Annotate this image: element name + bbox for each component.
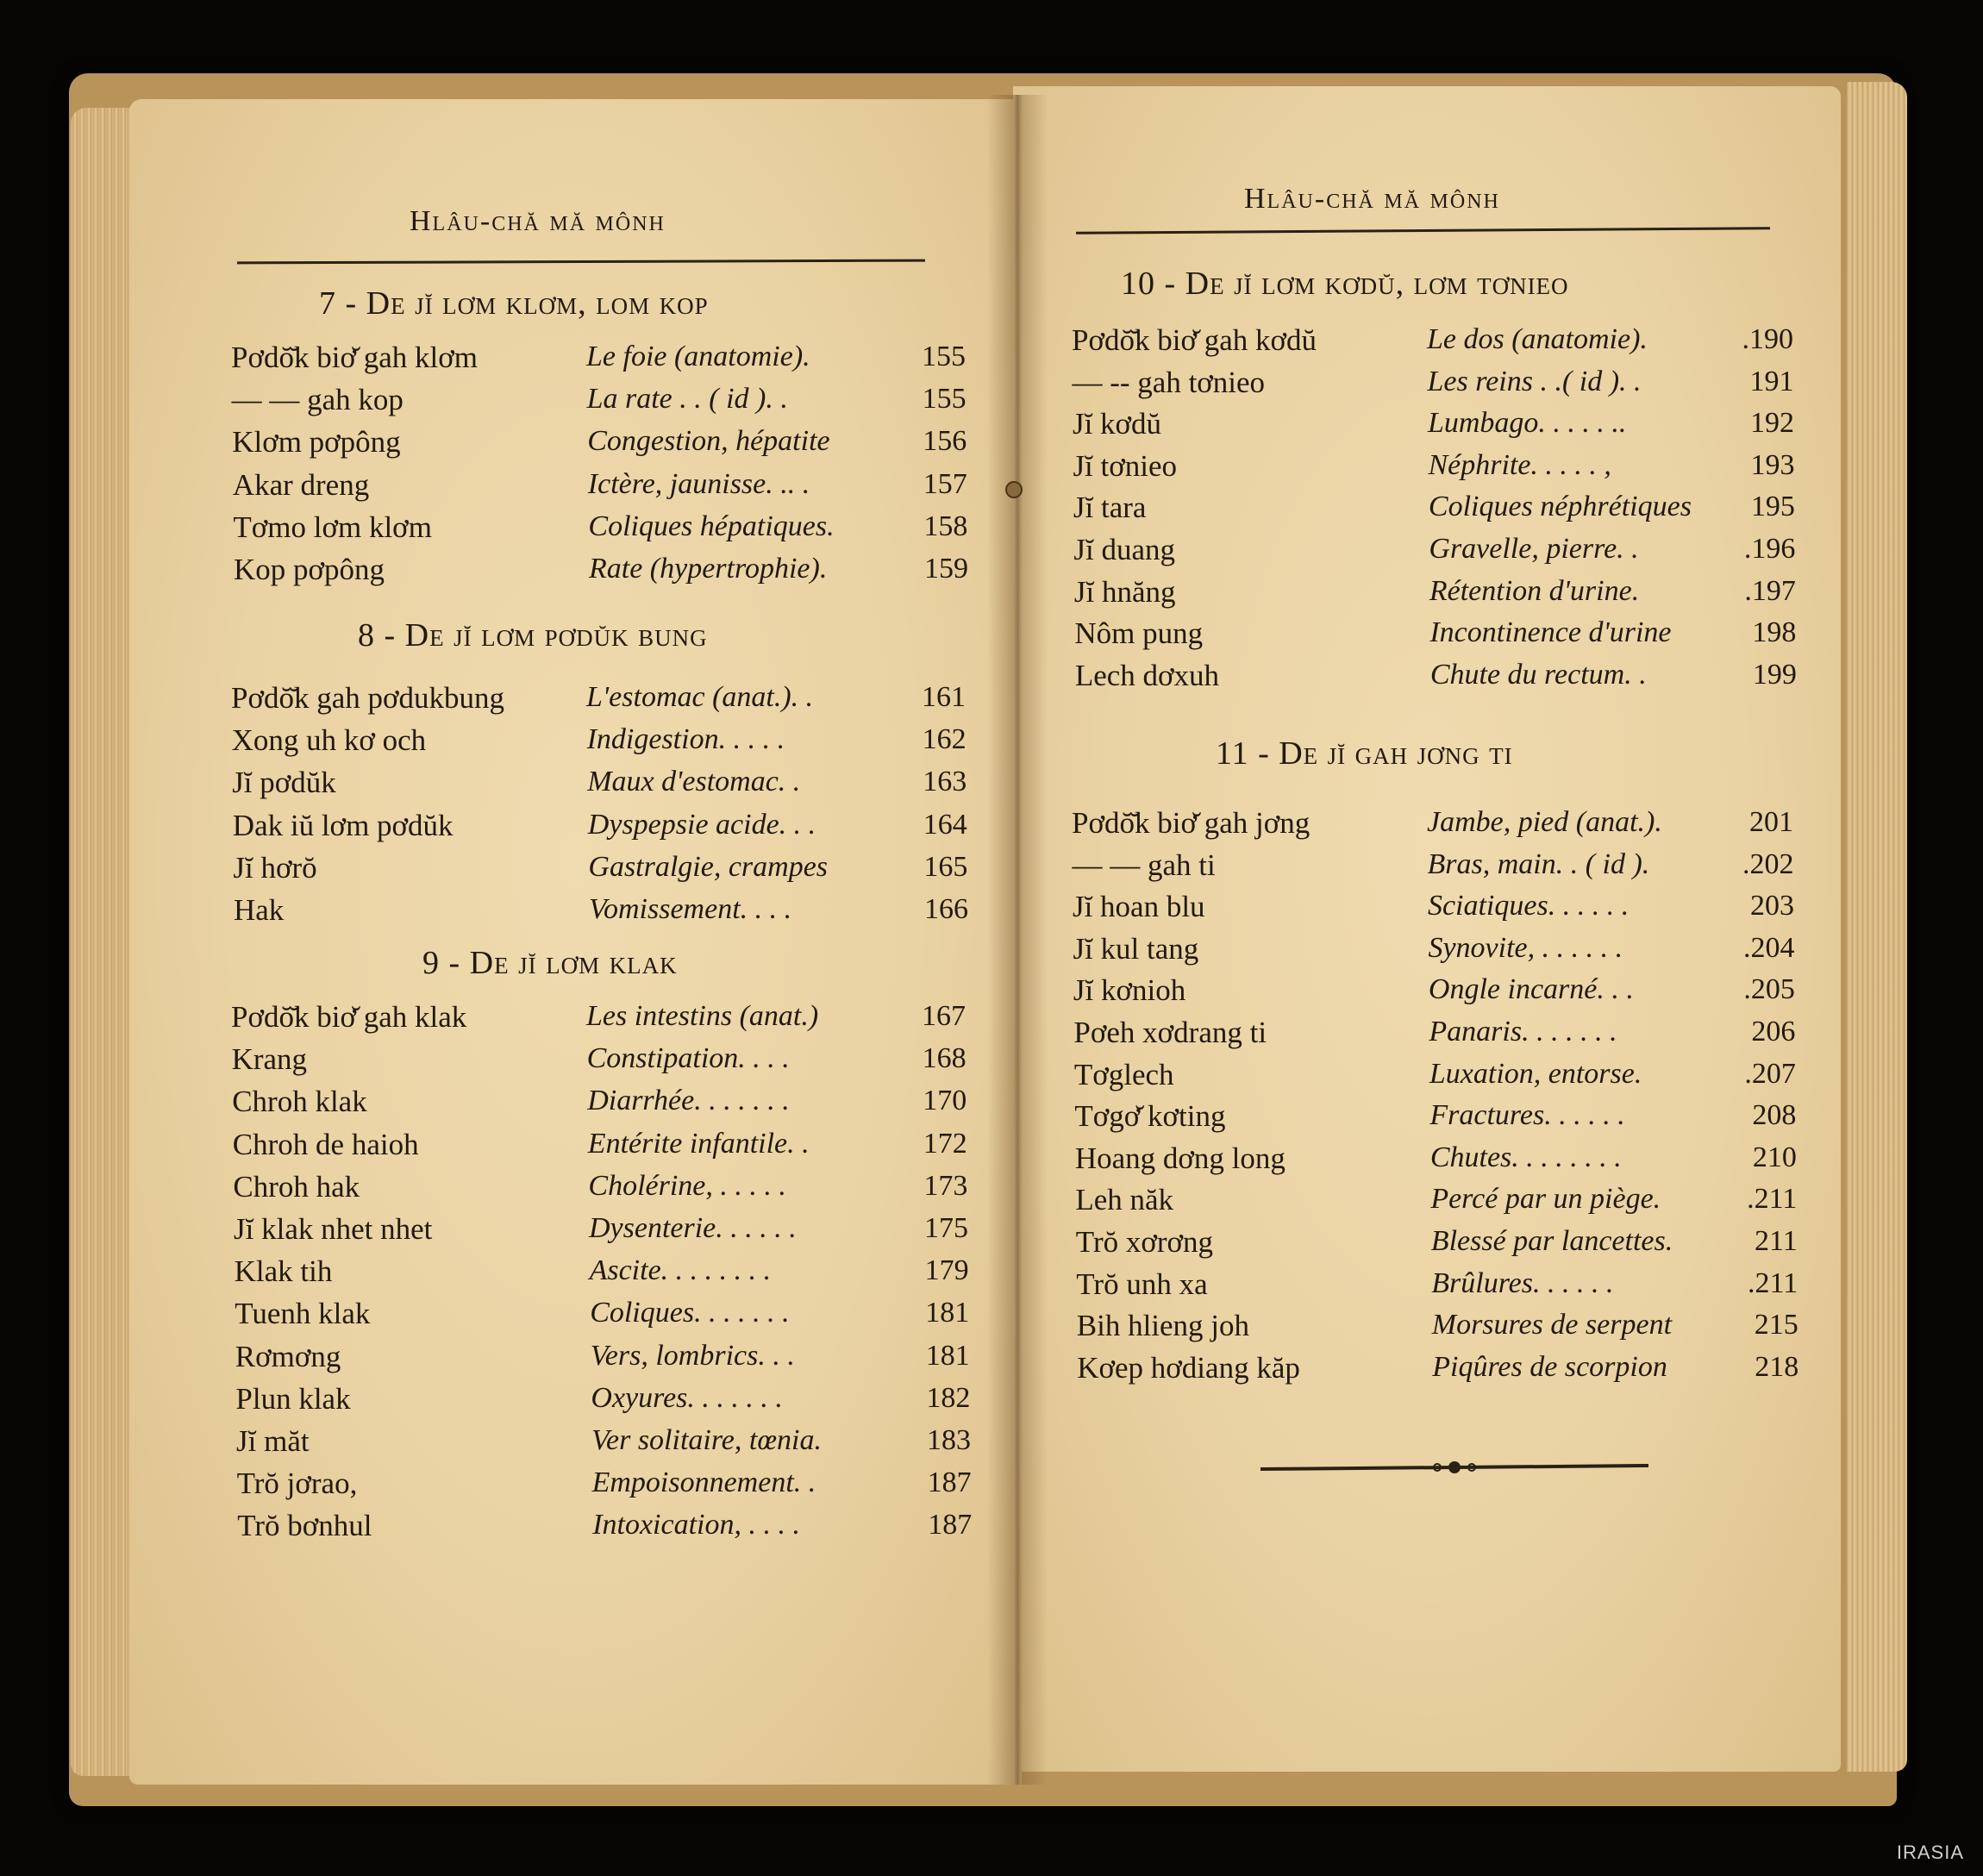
entry-french: Le dos (anatomie).: [1427, 323, 1648, 355]
index-entry: [231, 341, 966, 380]
index-entry: [1073, 449, 1794, 489]
entry-term: Pơdŏ̆k biơ̆ gah klak: [231, 1000, 467, 1034]
entry-page-number: 198: [1752, 616, 1797, 649]
entry-french: Coliques néphrétiques: [1428, 491, 1692, 523]
section-title: 10 - De jĭ lơm kơdŭ, lơm tơnieo: [1121, 266, 1569, 302]
left-running-head: Hlâu-chă mă mônh: [410, 205, 666, 237]
entry-french: Chute du rectum. .: [1429, 658, 1647, 691]
index-entry: [234, 553, 968, 592]
entry-term: — — gah kop: [231, 383, 403, 417]
entry-term: Jĭ tơnieo: [1073, 448, 1178, 483]
index-entry: [1077, 1351, 1798, 1391]
entry-page-number: .202: [1742, 847, 1794, 880]
entry-french: Vers, lombrics. . .: [590, 1339, 795, 1372]
entry-term: Kơep hơdiang kăp: [1077, 1350, 1300, 1385]
entry-term: Jĭ klak nhet nhet: [234, 1212, 433, 1246]
right-running-head: Hlâu-chă mă mônh: [1244, 183, 1500, 215]
entry-french: Gastralgie, crampes: [588, 850, 829, 883]
entry-term: Pơeh xơdrang ti: [1073, 1016, 1267, 1049]
entry-french: Jambe, pied (anat.).: [1427, 806, 1662, 838]
entry-french: Synovite, . . . . . .: [1428, 931, 1623, 964]
entry-french: Le foie (anatomie).: [586, 341, 810, 372]
index-entry: [235, 1382, 970, 1422]
entry-page-number: 206: [1751, 1016, 1796, 1047]
index-entry: [234, 1212, 968, 1252]
entry-french: Dysenterie. . . . . .: [589, 1212, 797, 1244]
entry-page-number: 211: [1755, 1225, 1798, 1257]
entry-page-number: 187: [928, 1509, 973, 1541]
entry-page-number: .190: [1742, 323, 1793, 355]
entry-page-number: .205: [1743, 973, 1795, 1006]
entry-term: Tơmo lơm klơm: [233, 510, 432, 544]
index-entry: [233, 851, 967, 891]
entry-page-number: 218: [1755, 1350, 1799, 1383]
entry-page-number: 183: [927, 1424, 971, 1456]
entry-french: La rate . . ( id ). .: [586, 383, 788, 416]
entry-term: Nôm pung: [1074, 616, 1204, 651]
entry-page-number: 203: [1749, 890, 1794, 922]
index-entry: [1075, 1141, 1797, 1181]
entry-page-number: 162: [922, 723, 966, 756]
index-entry: [233, 809, 967, 848]
entry-page-number: 173: [923, 1169, 968, 1202]
entry-french: Chutes. . . . . . . .: [1429, 1141, 1622, 1173]
entry-french: Néphrite. . . . . ,: [1428, 448, 1611, 481]
entry-term: Kop pơpông: [234, 553, 385, 586]
entry-french: Lumbago. . . . . ..: [1427, 407, 1627, 440]
entry-term: — — gah ti: [1072, 847, 1216, 882]
entry-page-number: 208: [1752, 1099, 1797, 1132]
index-entry: [235, 1254, 969, 1294]
entry-term: Trŏ xơrơng: [1075, 1225, 1214, 1259]
index-entry: [1073, 491, 1795, 530]
entry-french: Vomissement. . . .: [589, 893, 792, 925]
entry-page-number: .197: [1744, 574, 1796, 607]
entry-term: Pơdŏ̆k biơ̆ gah jơng: [1072, 806, 1311, 840]
index-entry: [1072, 366, 1793, 405]
section-title: 8 - De jĭ lơm pơdŭk bung: [358, 617, 708, 653]
entry-term: Pơdŏ̆k biơ̆ gah klơm: [231, 341, 478, 374]
entry-french: Ongle incarné. . .: [1428, 973, 1634, 1006]
entry-term: Hak: [234, 893, 285, 927]
entry-french: Percé par un piège.: [1430, 1183, 1661, 1216]
index-entry: [237, 1509, 972, 1548]
entry-term: Chroh de haioh: [232, 1127, 419, 1161]
entry-term: Jĭ duang: [1073, 533, 1176, 566]
watermark: IRASIA: [1896, 1842, 1964, 1863]
entry-term: Jĭ hoan blu: [1072, 890, 1205, 924]
entry-french: Panaris. . . . . . .: [1429, 1016, 1617, 1047]
entry-term: Pơdŏ̆k biơ̆ gah kơdŭ: [1072, 323, 1317, 357]
index-entry: [1072, 323, 1793, 363]
entry-french: Bras, main. . ( id ).: [1427, 847, 1650, 880]
entry-term: Akar dreng: [232, 467, 370, 502]
entry-page-number: 193: [1750, 448, 1795, 481]
entry-page-number: .211: [1747, 1183, 1798, 1216]
index-entry: [1074, 1099, 1796, 1139]
entry-french: Rétention d'urine.: [1429, 574, 1640, 607]
entry-page-number: 181: [925, 1297, 970, 1329]
entry-french: Piqûres de scorpion: [1432, 1350, 1667, 1383]
entry-term: Jĭ tara: [1073, 491, 1147, 525]
entry-term: Tơglech: [1073, 1057, 1174, 1091]
index-entry: [1075, 659, 1797, 698]
entry-page-number: 163: [923, 766, 967, 798]
entry-term: Krang: [231, 1042, 308, 1077]
entry-page-number: 199: [1752, 658, 1797, 691]
entry-term: Trŏ jơrao,: [236, 1466, 358, 1501]
entry-page-number: .211: [1748, 1266, 1798, 1299]
entry-page-number: 195: [1750, 491, 1795, 523]
entry-page-number: 172: [923, 1127, 967, 1160]
entry-page-number: 175: [924, 1212, 968, 1244]
entry-page-number: 161: [922, 681, 966, 713]
index-entry: [1073, 973, 1795, 1013]
entry-term: Klak tih: [234, 1254, 333, 1289]
book-gutter: [987, 95, 1048, 1785]
entry-french: Morsures de serpent: [1431, 1309, 1673, 1341]
entry-page-number: 164: [923, 808, 967, 841]
index-entry: [1076, 1267, 1798, 1307]
entry-page-number: 187: [927, 1466, 972, 1499]
entry-term: Jĭ pơdŭk: [232, 766, 336, 800]
index-entry: [232, 766, 966, 805]
index-entry: [234, 893, 968, 933]
entry-french: Gravelle, pierre. .: [1429, 533, 1639, 565]
index-entry: [233, 510, 967, 550]
entry-french: Indigestion. . . . .: [586, 723, 785, 756]
index-entry: [1077, 1309, 1798, 1348]
entry-french: Empoisonnement. .: [591, 1466, 816, 1499]
entry-french: Diarrhée. . . . . . .: [587, 1085, 790, 1117]
entry-page-number: 170: [923, 1085, 967, 1117]
entry-page-number: 158: [923, 510, 968, 542]
entry-term: — -- gah tơnieo: [1072, 365, 1266, 399]
entry-term: Tơgơ̆ kơting: [1074, 1099, 1226, 1134]
index-entry: [232, 1042, 966, 1082]
entry-french: Les intestins (anat.): [586, 1000, 819, 1032]
entry-french: Incontinence d'urine: [1429, 616, 1672, 649]
entry-french: Entérite infantile. .: [587, 1127, 810, 1160]
entry-french: Rate (hypertrophie).: [589, 553, 828, 585]
index-entry: [1072, 806, 1793, 846]
entry-term: Tuenh klak: [235, 1297, 371, 1331]
entry-page-number: 181: [925, 1339, 970, 1372]
index-entry: [1074, 616, 1796, 656]
index-entry: [1075, 1183, 1797, 1223]
entry-page-number: 167: [922, 1000, 966, 1032]
index-entry: [231, 1000, 966, 1040]
index-entry: [232, 723, 966, 763]
entry-french: Ictère, jaunisse. .. .: [587, 467, 810, 500]
entry-term: Rơmơng: [235, 1339, 341, 1373]
index-entry: [233, 468, 967, 508]
entry-term: Pơdŏ̆k gah pơdukbung: [231, 681, 505, 715]
entry-page-number: 201: [1749, 806, 1793, 838]
index-entry: [237, 1466, 972, 1506]
entry-french: Blessé par lancettes.: [1430, 1225, 1673, 1257]
entry-term: Jĭ kul tang: [1073, 931, 1199, 966]
entry-page-number: 215: [1754, 1309, 1798, 1341]
entry-page-number: 155: [922, 383, 966, 416]
entry-french: Coliques. . . . . . .: [590, 1297, 790, 1329]
entry-french: Congestion, hépatite: [587, 425, 830, 458]
end-ornament: [1260, 1455, 1648, 1481]
section-title: 9 - De jĭ lơm klak: [422, 945, 678, 981]
binding-pin: [1005, 481, 1023, 498]
entry-page-number: .207: [1744, 1057, 1796, 1090]
entry-page-number: 159: [924, 553, 968, 585]
entry-term: Jĭ măt: [236, 1424, 310, 1458]
entry-french: Coliques hépatiques.: [588, 510, 835, 542]
index-entry: [1076, 1225, 1798, 1265]
index-entry: [235, 1297, 969, 1336]
entry-term: Chroh klak: [232, 1085, 367, 1119]
entry-page-number: 179: [924, 1254, 969, 1287]
index-entry: [233, 1128, 967, 1167]
entry-term: Lech dơxuh: [1074, 658, 1220, 692]
section-title: 7 - De jĭ lơm klơm, lom kop: [319, 285, 709, 322]
entry-french: L'estomac (anat.). .: [586, 681, 814, 713]
entry-term: Hoang dơng long: [1074, 1141, 1286, 1175]
entry-term: Plun klak: [235, 1381, 351, 1416]
index-entry: [1072, 848, 1793, 888]
section-title: 11 - De jĭ gah jơng ti: [1216, 735, 1513, 772]
entry-term: Jĭ hơrŏ: [233, 850, 317, 885]
entry-term: Chroh hak: [233, 1169, 360, 1204]
entry-term: Jĭ kơnioh: [1073, 973, 1186, 1008]
page-edges-right: [1847, 82, 1907, 1772]
entry-page-number: .204: [1742, 931, 1795, 964]
entry-page-number: 192: [1749, 407, 1794, 440]
entry-french: Ascite. . . . . . . .: [589, 1254, 772, 1287]
entry-page-number: 182: [926, 1381, 971, 1414]
entry-french: Fractures. . . . . .: [1429, 1099, 1625, 1132]
entry-page-number: .196: [1743, 533, 1796, 565]
entry-page-number: 191: [1749, 365, 1794, 397]
index-entry: [235, 1340, 970, 1379]
entry-term: Jĭ kơdŭ: [1072, 407, 1162, 441]
index-entry: [1073, 407, 1794, 447]
index-entry: [233, 1170, 967, 1210]
entry-french: Luxation, entorse.: [1429, 1057, 1642, 1090]
entry-french: Oxyures. . . . . . .: [591, 1381, 783, 1414]
index-entry: [1074, 575, 1796, 615]
entry-french: Constipation. . . .: [586, 1042, 790, 1075]
index-entry: [1073, 932, 1794, 972]
index-entry: [232, 1085, 966, 1124]
entry-term: Dak iŭ lơm pơdŭk: [232, 808, 454, 842]
entry-page-number: 157: [923, 467, 967, 500]
index-entry: [232, 425, 966, 465]
index-entry: [1073, 890, 1794, 929]
entry-french: Intoxication, . . . .: [592, 1509, 800, 1541]
entry-page-number: 168: [922, 1042, 966, 1075]
entry-term: Leh năk: [1075, 1183, 1174, 1217]
index-entry: [236, 1424, 971, 1464]
entry-page-number: 166: [924, 893, 968, 925]
entry-term: Bih hlieng joh: [1076, 1309, 1250, 1343]
index-entry: [231, 681, 966, 721]
entry-term: Xong uh kơ och: [231, 723, 427, 758]
entry-page-number: 210: [1752, 1141, 1797, 1173]
entry-french: Cholérine, . . . . .: [588, 1169, 786, 1202]
entry-term: Jĭ hnăng: [1073, 574, 1176, 609]
entry-term: Trŏ bơnhul: [237, 1509, 372, 1543]
entry-term: Klơm pơpông: [232, 425, 401, 460]
entry-page-number: 155: [922, 341, 966, 372]
index-entry: [1074, 1058, 1796, 1097]
entry-french: Ver solitaire, tœnia.: [591, 1424, 822, 1456]
index-entry: [232, 383, 966, 422]
entry-page-number: 165: [923, 850, 968, 883]
entry-term: Trŏ unh xa: [1076, 1266, 1208, 1301]
entry-french: Brûlures. . . . . .: [1431, 1266, 1614, 1299]
entry-french: Dyspepsie acide. . .: [587, 808, 816, 841]
index-entry: [1073, 1016, 1795, 1055]
index-entry: [1073, 533, 1795, 572]
entry-french: Sciatiques. . . . . .: [1427, 890, 1630, 922]
entry-french: Les reins . .( id ). .: [1427, 365, 1642, 397]
entry-french: Maux d'estomac. .: [587, 766, 801, 798]
entry-page-number: 156: [923, 425, 967, 458]
